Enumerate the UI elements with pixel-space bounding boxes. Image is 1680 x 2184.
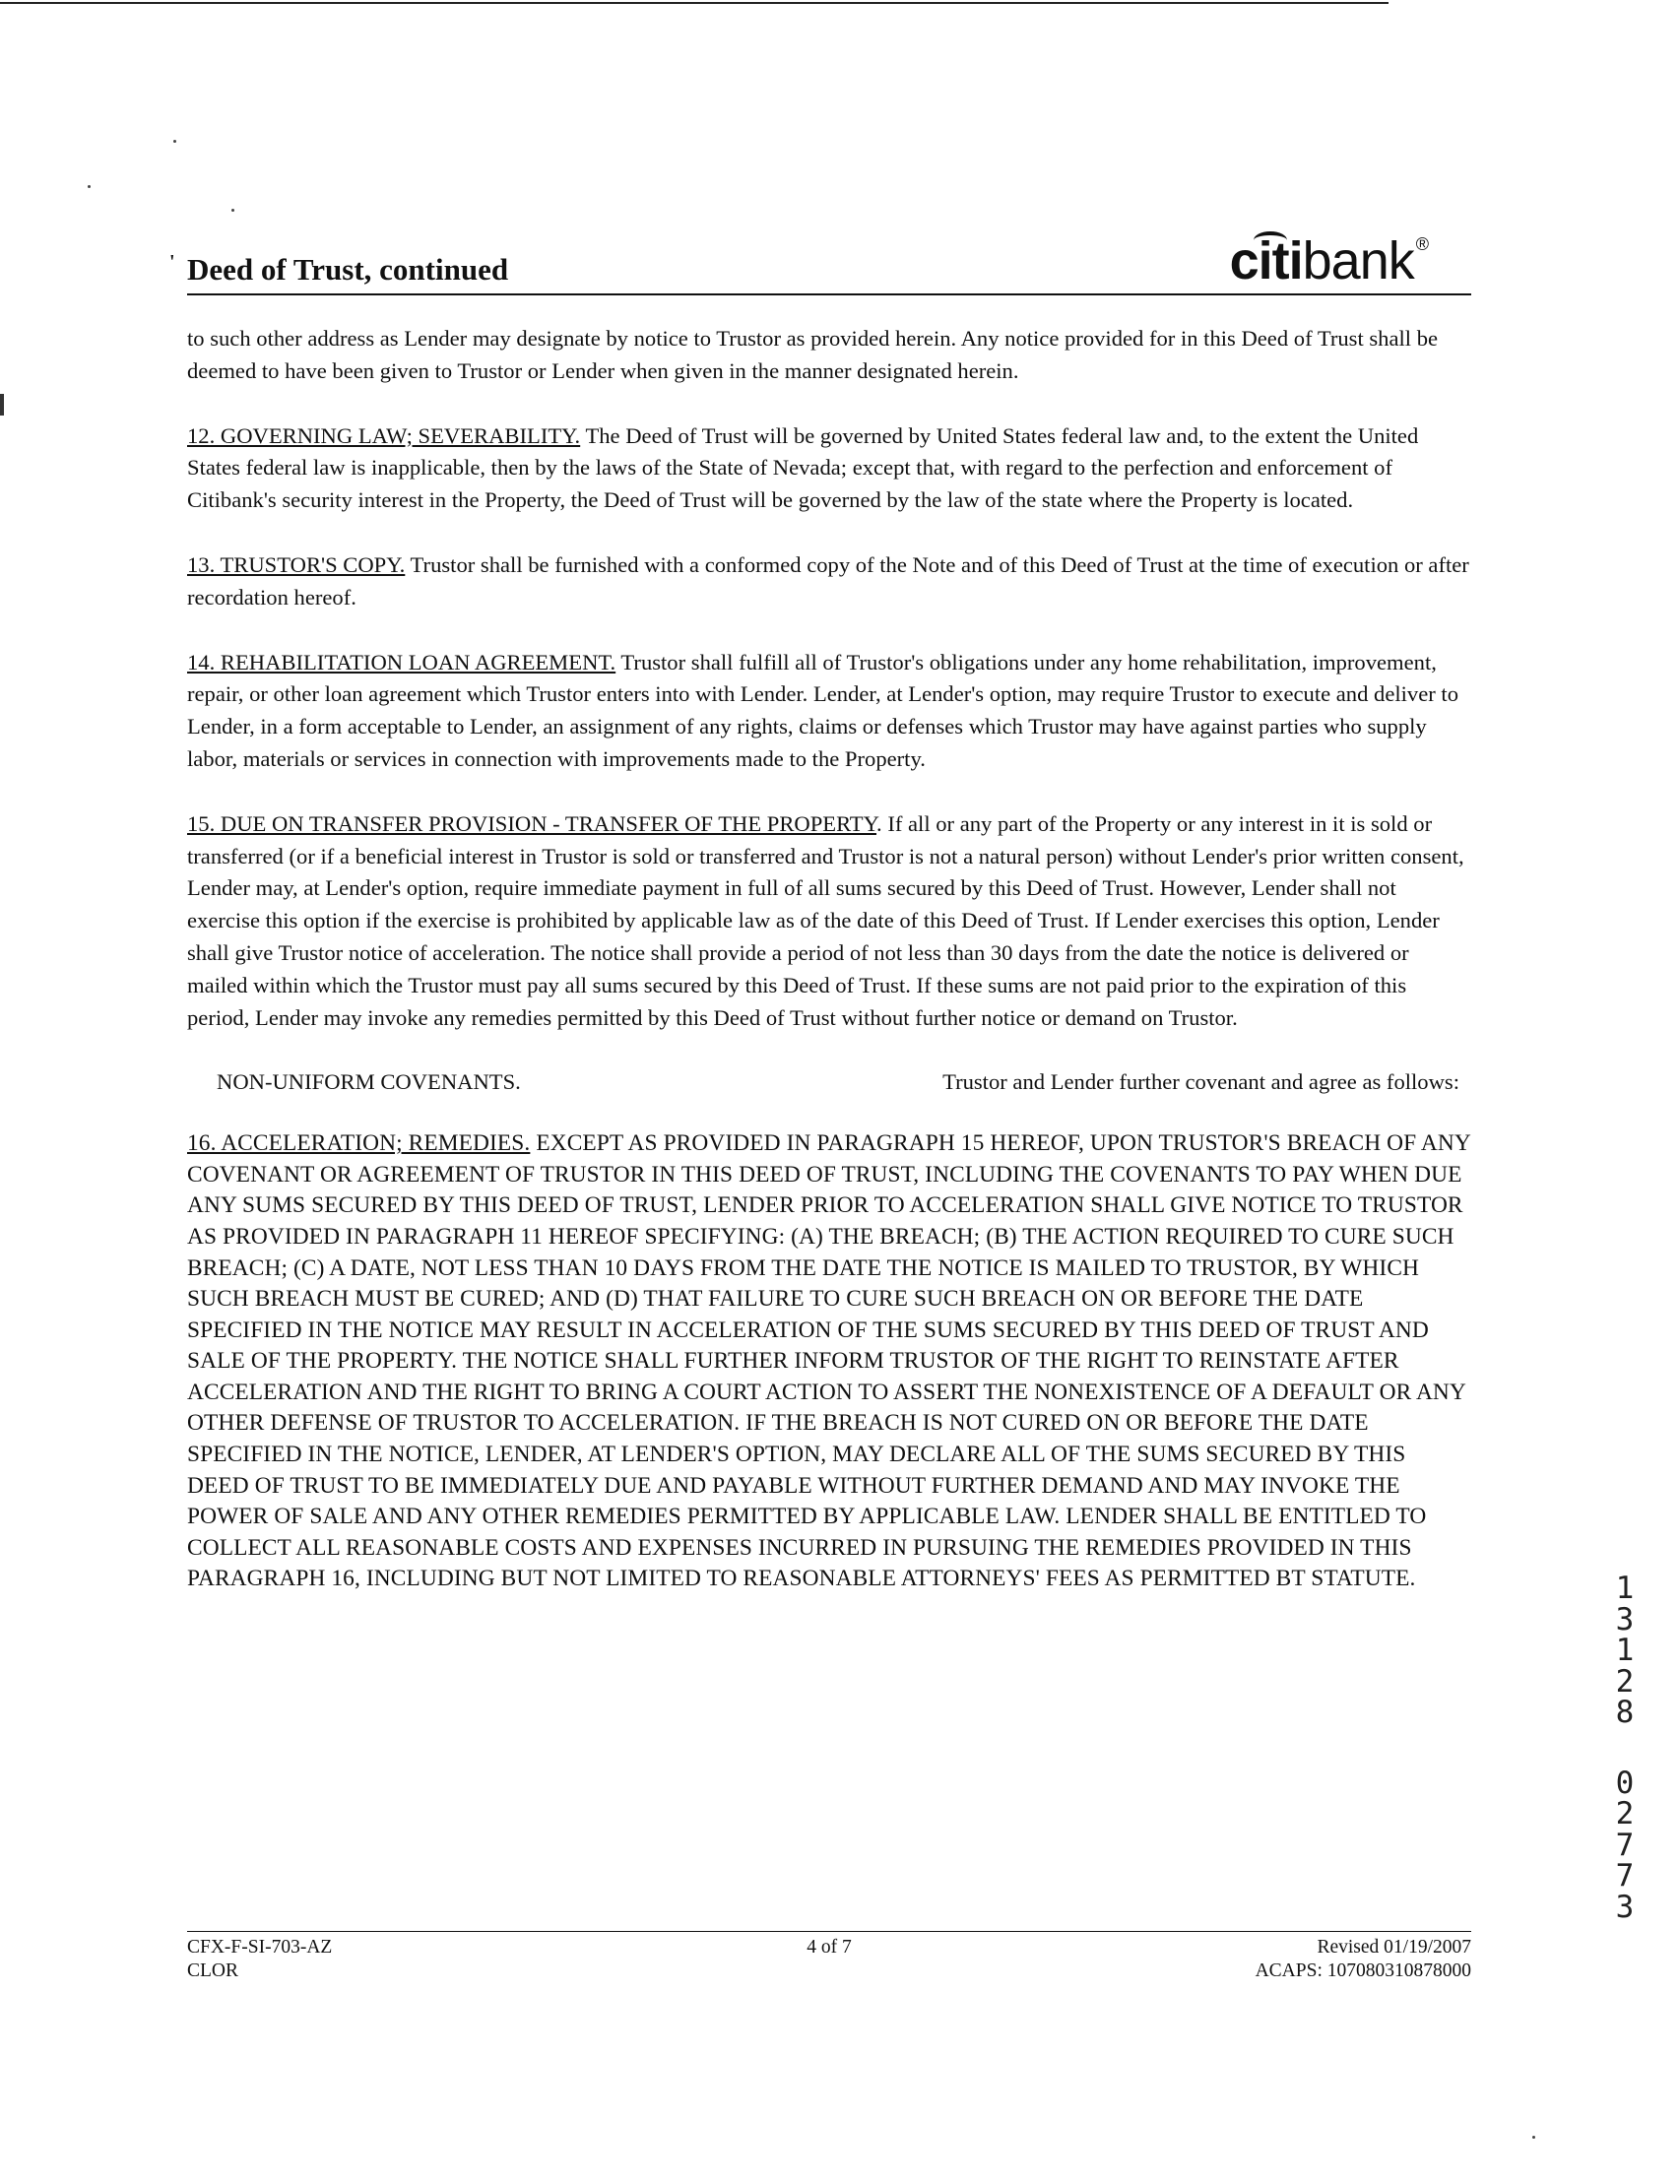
- logo-citi: citi: [1229, 231, 1303, 290]
- scan-speck: [173, 140, 176, 143]
- stamp-digit: 1: [1615, 1571, 1635, 1606]
- scan-top-edge: [0, 2, 1389, 4]
- revised-date: Revised 01/19/2007: [1317, 1937, 1471, 1958]
- page-footer: [187, 1936, 1471, 1995]
- paragraph-16-heading: 16. ACCELERATION; REMEDIES.: [187, 1130, 531, 1157]
- scan-margin-mark: [0, 394, 4, 416]
- recording-stamp-number: [1605, 1571, 1645, 1925]
- footer-revision-info: [1256, 1936, 1471, 1983]
- paragraph-14-heading: 14. REHABILITATION LOAN AGREEMENT.: [187, 649, 616, 674]
- page-number: 4 of 7: [807, 1937, 852, 1958]
- header-mark: ': [169, 251, 175, 273]
- scan-speck: [231, 209, 234, 212]
- stamp-digit: 2: [1615, 1663, 1635, 1700]
- stamp-digit: 1: [1615, 1633, 1635, 1668]
- paragraph-15-heading: 15. DUE ON TRANSFER PROVISION - TRANSFER OF THE PROPERTY: [187, 810, 877, 836]
- stamp-digit: 3: [1615, 1889, 1635, 1925]
- paragraph-16: [187, 1128, 1471, 1595]
- page-header: [169, 226, 1471, 295]
- paragraph-15: [187, 808, 1471, 1035]
- logo-arc-icon: [1254, 231, 1287, 249]
- document-title: Deed of Trust, continued: [187, 252, 509, 287]
- acaps-number: ACAPS: 107080310878000: [1255, 1960, 1471, 1981]
- footer-divider: [187, 1931, 1471, 1932]
- covenants-agreement: Trustor and Lender further covenant and agree as follows:: [942, 1069, 1459, 1095]
- stamp-digit: 3: [1615, 1601, 1635, 1638]
- scan-speck: [88, 185, 91, 188]
- stamp-digit: 8: [1615, 1695, 1635, 1730]
- paragraph-13-text: Trustor shall be furnished with a conformed copy of the Note and of this Deed of Trust at the time of execution or after recordation hereof.: [187, 551, 1469, 610]
- scan-speck: [1532, 2136, 1535, 2139]
- logo-registered-mark: ®: [1415, 234, 1428, 254]
- form-subcode: CLOR: [187, 1960, 239, 1981]
- document-body: [187, 323, 1471, 1628]
- paragraph-14-text: Trustor shall fulfill all of Trustor's obligations under any home rehabilitation, improvement, repair, or other loan agreement which Trustor enters into with Lender. Lender, at Lender's option, may require Trustor to execute and deliver to Lender, in a form acceptable to Lender, an assignment of any rights, claims or defenses which Trustor may have against parties who supply labor, materials or services in connection with improvements made to the Property.: [187, 649, 1458, 771]
- header-divider: [187, 293, 1471, 295]
- stamp-digit: 7: [1615, 1858, 1635, 1894]
- form-code: CFX-F-SI-703-AZ: [187, 1937, 333, 1958]
- stamp-digit: 0: [1615, 1765, 1635, 1801]
- stamp-digit: 7: [1615, 1827, 1635, 1863]
- paragraph-12: [187, 420, 1471, 517]
- paragraph-12-heading: 12. GOVERNING LAW; SEVERABILITY.: [187, 422, 581, 448]
- non-uniform-covenants: [187, 1066, 1471, 1099]
- logo-bank: bank: [1302, 231, 1414, 290]
- paragraph-15-text: . If all or any part of the Property or any interest in it is sold or transferred (or if a beneficial interest in Trustor is sold or transferred and Trustor is not a natural person) without Lender's prior written consent, Lender may, at Lender's option, require immediate payment in full of all sums secured by this Deed of Trust. However, Lender shall not exercise this option if the exercise is prohibited by applicable law as of the date of this Deed of Trust. If Lender exercises this option, Lender shall give Trustor notice of acceleration. The notice shall provide a period of not less than 30 days from the date the notice is delivered or mailed within which the Trustor must pay all sums secured by this Deed of Trust. If these sums are not paid prior to the expiration of this period, Lender may invoke any remedies permitted by this Deed of Trust without further notice or demand on Trustor.: [187, 810, 1464, 1030]
- paragraph-13: [187, 549, 1471, 614]
- covenants-label: NON-UNIFORM COVENANTS.: [217, 1069, 521, 1095]
- paragraph-14: [187, 647, 1471, 776]
- paragraph-13-heading: 13. TRUSTOR'S COPY.: [187, 551, 406, 577]
- stamp-gap: [1605, 1729, 1645, 1768]
- citibank-logo: [1230, 230, 1428, 291]
- paragraph-16-text: EXCEPT AS PROVIDED IN PARAGRAPH 15 HEREOF, UPON TRUSTOR'S BREACH OF ANY COVENANT OR AGREEMENT OF TRUSTOR IN THIS DEED OF TRUST, INCLUDING THE COVENANTS TO PAY WHEN DUE ANY SUMS SECURED BY THIS DEED OF TRUST, LENDER PRIOR TO ACCELERATION SHALL GIVE NOTICE TO TRUSTOR AS PROVIDED IN PARAGRAPH 11 HEREOF SPECIFYING: (A) THE BREACH; (B) THE ACTION REQUIRED TO CURE SUCH BREACH; (C) A DATE, NOT LESS THAN 10 DAYS FROM THE DATE THE NOTICE IS MAILED TO TRUSTOR, BY WHICH SUCH BREACH MUST BE CURED; AND (D) THAT FAILURE TO CURE SUCH BREACH ON OR BEFORE THE DATE SPECIFIED IN THE NOTICE MAY RESULT IN ACCELERATION OF THE SUMS SECURED BY THIS DEED OF TRUST AND SALE OF THE PROPERTY. THE NOTICE SHALL FURTHER INFORM TRUSTOR OF THE RIGHT TO REINSTATE AFTER ACCELERATION AND THE RIGHT TO BRING A COURT ACTION TO ASSERT THE NONEXISTENCE OF A DEFAULT OR ANY OTHER DEFENSE OF TRUSTOR TO ACCELERATION. IF THE BREACH IS NOT CURED ON OR BEFORE THE DATE SPECIFIED IN THE NOTICE, LENDER, AT LENDER'S OPTION, MAY DECLARE ALL OF THE SUMS SECURED BY THIS DEED OF TRUST TO BE IMMEDIATELY DUE AND PAYABLE WITHOUT FURTHER DEMAND AND MAY INVOKE THE POWER OF SALE AND ANY OTHER REMEDIES PERMITTED BY APPLICABLE LAW. LENDER SHALL BE ENTITLED TO COLLECT ALL REASONABLE COSTS AND EXPENSES INCURRED IN PURSUING THE REMEDIES PROVIDED IN THIS PARAGRAPH 16, INCLUDING BUT NOT LIMITED TO REASONABLE ATTORNEYS' FEES AS PERMITTED BT STATUTE.: [187, 1130, 1471, 1592]
- stamp-digit: 2: [1615, 1796, 1635, 1831]
- paragraph-12-text: The Deed of Trust will be governed by United States federal law and, to the extent the United States federal law is inapplicable, then by the laws of the State of Nevada; except that, with regard to the perfection and enforcement of Citibank's security interest in the Property, the Deed of Trust will be governed by the law of the state where the Property is located.: [187, 422, 1419, 513]
- paragraph-intro: to such other address as Lender may designate by notice to Trustor as provided herein. Any notice provided for in this Deed of Trust shall be deemed to have been given to Trustor or Lender when given in the manner designated herein.: [187, 326, 1439, 383]
